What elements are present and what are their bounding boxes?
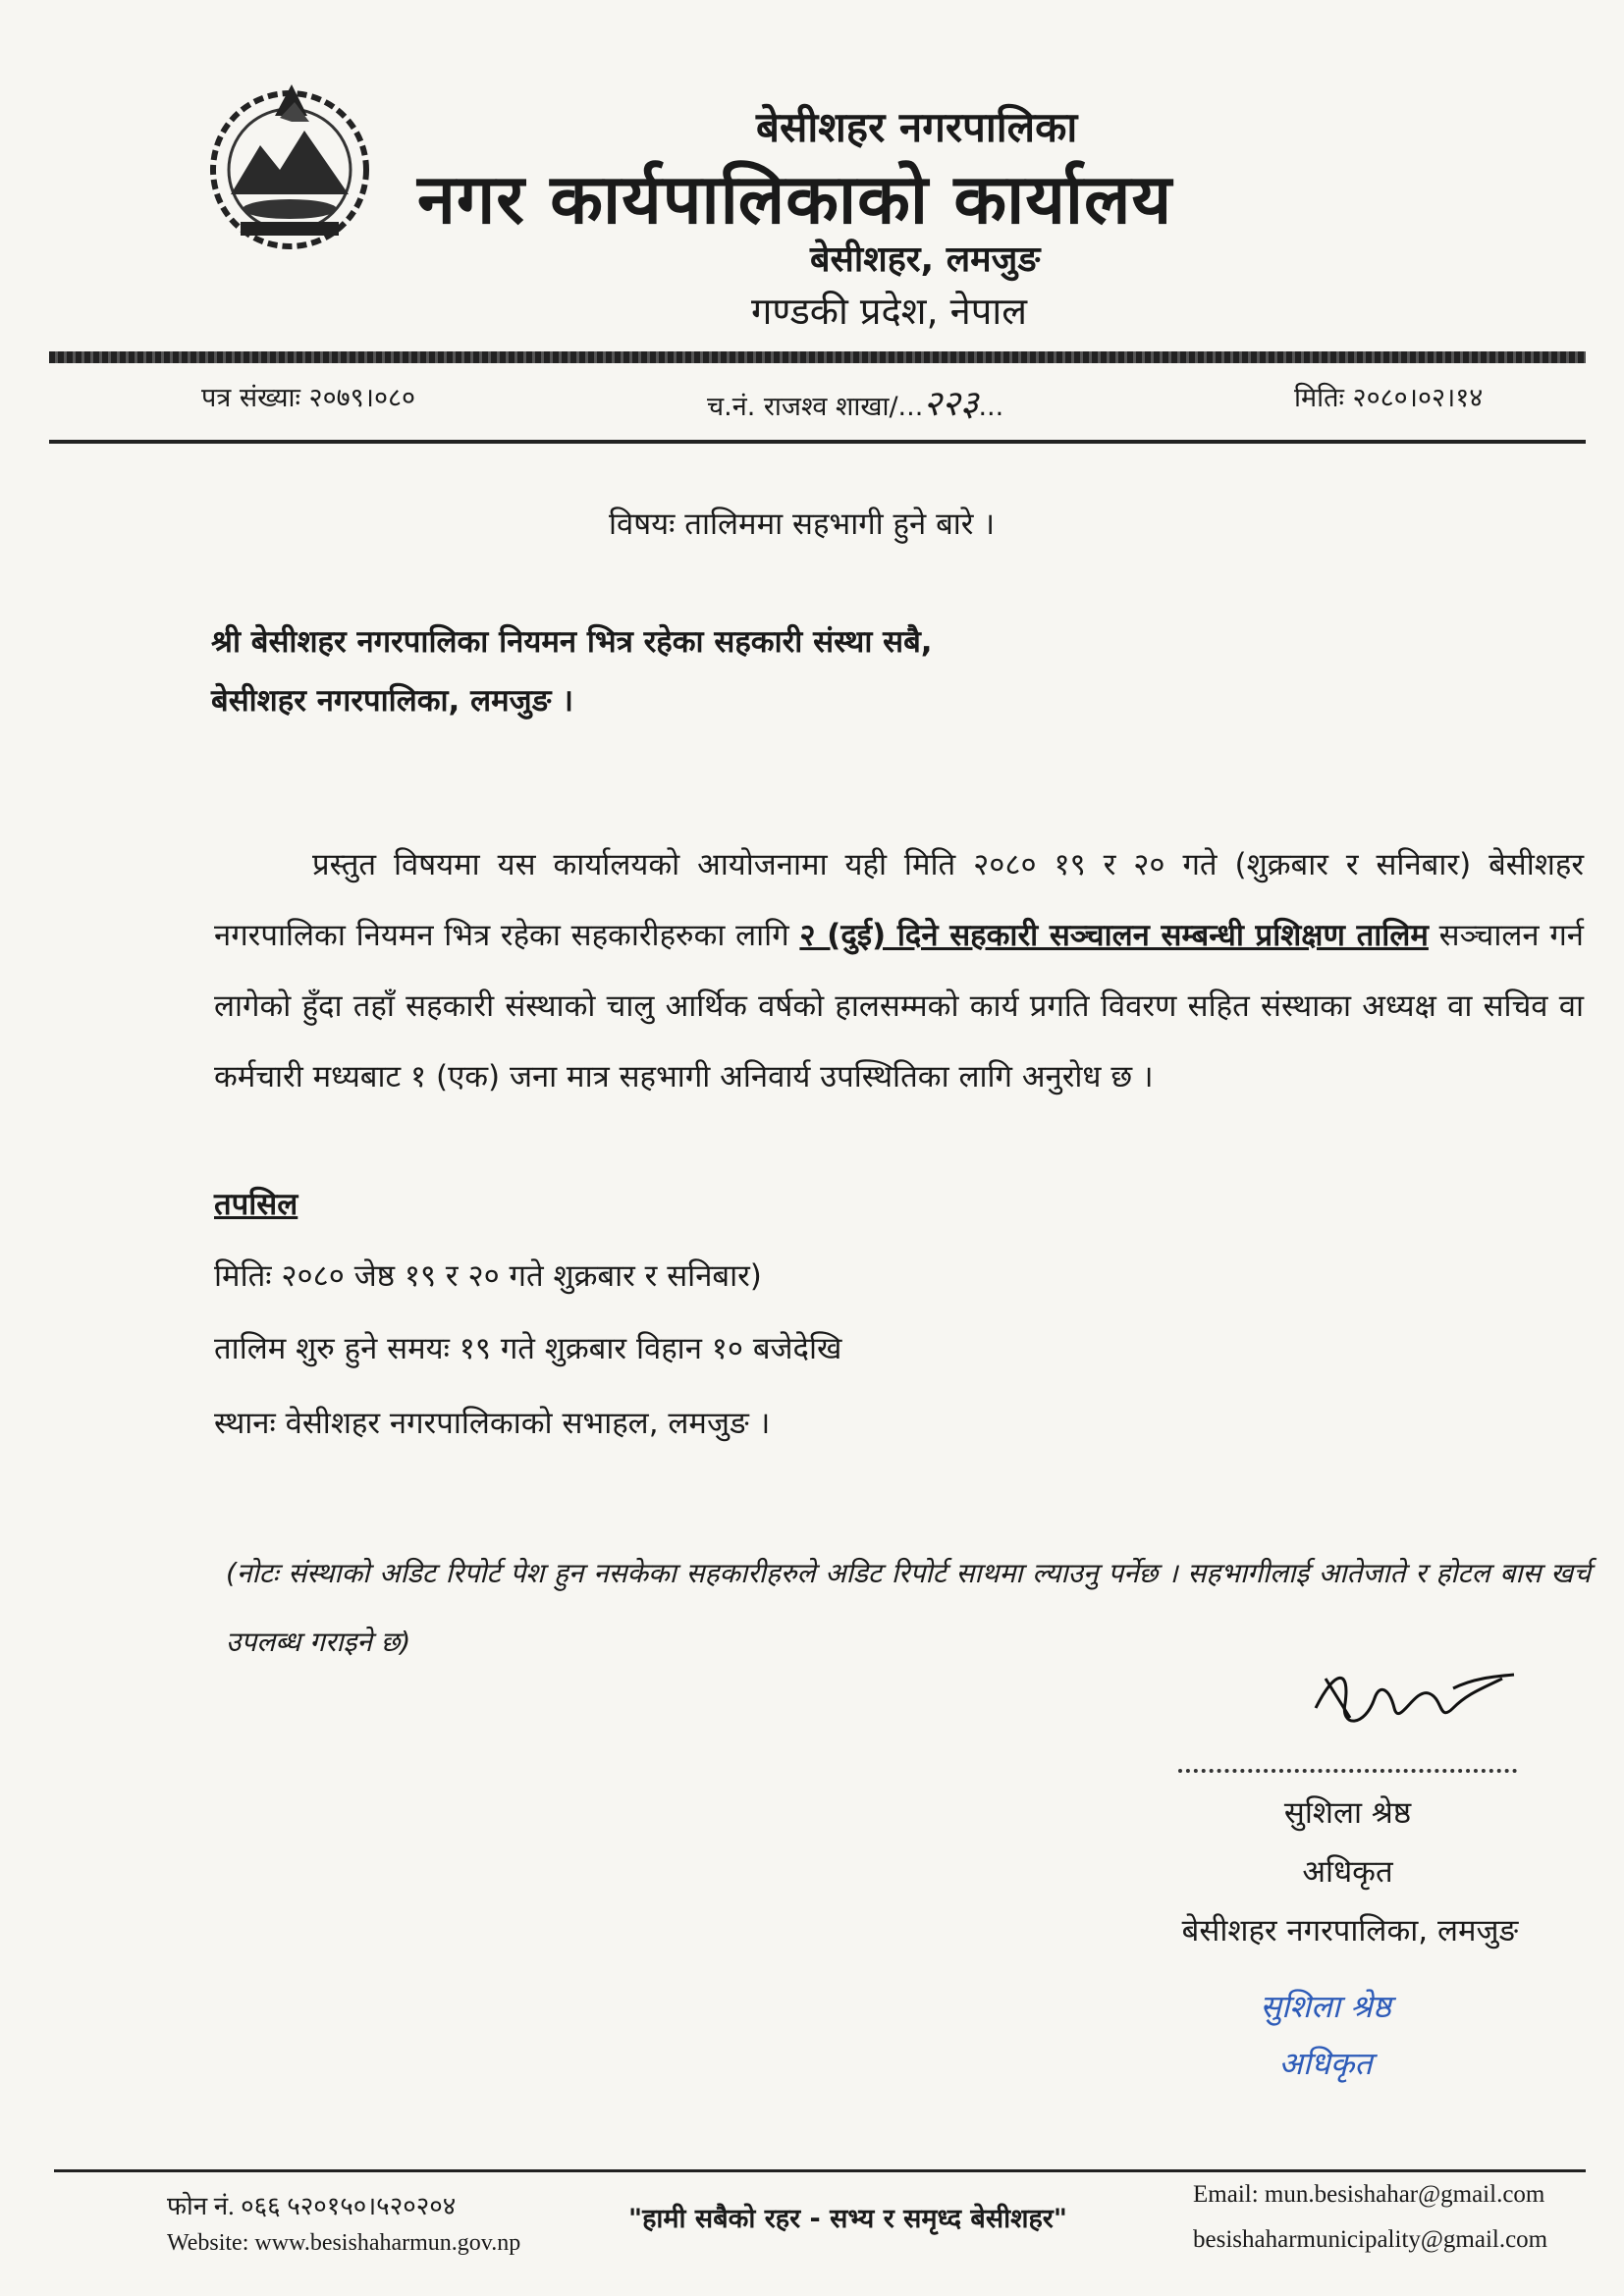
municipality-name: बेसीशहर नगरपालिका <box>756 103 1078 151</box>
addressee-line-1: श्री बेसीशहर नगरपालिका नियमन भित्र रहेका सहकारी संस्था सबै, <box>211 624 933 660</box>
dispatch-handwritten-number: २२३ <box>923 384 979 424</box>
training-date: मितिः २०८० जेष्ठ १९ र २० गते शुक्रबार र सनिबार) <box>214 1258 762 1294</box>
stamp-name: सुशिला श्रेष्ठ <box>1260 1988 1391 2025</box>
footer-email-1: Email: mun.besishahar@gmail.com <box>1193 2181 1545 2208</box>
dispatch-number <box>707 378 1003 426</box>
note-text: (नोटः संस्थाको अडिट रिपोर्ट पेश हुन नसकेका सहकारीहरुले अडिट रिपोर्ट साथमा ल्याउनु पर्नेछ । सहभागीलाई आतेजाते र होटल बास खर्च उपलब्ध गराइने छ) <box>226 1557 1591 1658</box>
body-text-end: सञ्चालन गर्न लागेको हुँदा तहाँ सहकारी संस्थाको चालु आर्थिक वर्षको हालसम्मको कार्य प्रगति विवरण सहित संस्थाका अध्यक्ष वा सचिव वा कर्मचारी मध्यबाट १ (एक) जना मात्र सहभागी अनिवार्य उपस्थितिका लागि अनुरोध छ । <box>214 918 1584 1095</box>
training-start-time: तालिम शुरु हुने समयः १९ गते शुक्रबार विहान १० बजेदेखि <box>214 1331 842 1366</box>
footer-slogan: "हामी सबैको रहर - सभ्य र समृध्द बेसीशहर" <box>628 2204 1067 2234</box>
training-title: २ (दुई) दिने सहकारी सञ्चालन सम्बन्धी प्रशिक्षण तालिम <box>799 918 1429 953</box>
stamp-title: अधिकृत <box>1278 2045 1373 2082</box>
addressee-line-2: बेसीशहर नगरपालिका, लमजुङ । <box>211 683 573 719</box>
footer-divider <box>54 2169 1586 2172</box>
handwritten-signature <box>1306 1649 1522 1747</box>
dispatch-label: च.नं. राजश्व शाखा/ <box>707 392 898 422</box>
subject-line: विषयः तालिममा सहभागी हुने बारे । <box>609 507 996 542</box>
header-divider <box>49 351 1586 363</box>
reference-divider <box>49 440 1586 444</box>
details-heading: तपसिल <box>214 1187 298 1222</box>
dispatch-dots: ... <box>897 392 924 422</box>
footer-phone: फोन नं. ०६६ ५२०१५०।५२०२०४ <box>167 2192 457 2220</box>
signature-line <box>1178 1769 1517 1773</box>
letter-date: मितिः २०८०।०२।१४ <box>1294 383 1484 413</box>
signatory-title: अधिकृत <box>1302 1854 1393 1890</box>
footer-email-2: besishaharmunicipality@gmail.com <box>1193 2226 1548 2253</box>
dispatch-dots: ... <box>978 392 1004 422</box>
letter-number: पत्र संख्याः २०७९।०८० <box>201 383 416 413</box>
signatory-name: सुशिला श्रेष्ठ <box>1283 1795 1412 1831</box>
office-location: बेसीशहर, लमजुङ <box>810 240 1041 280</box>
training-venue: स्थानः वेसीशहर नगरपालिकाको सभाहल, लमजुङ । <box>214 1406 771 1441</box>
province-country: गण्डकी प्रदेश, नेपाल <box>751 290 1027 333</box>
letter-body <box>214 829 1584 1112</box>
office-title: नगर कार्यपालिकाको कार्यालय <box>417 159 1173 240</box>
signatory-organization: बेसीशहर नगरपालिका, लमजुङ <box>1181 1913 1519 1949</box>
nepal-emblem-icon <box>201 77 378 253</box>
footer-website: Website: www.besishaharmun.gov.np <box>167 2230 521 2256</box>
body-text-start: प्रस्तुत विषयमा यस कार्यालयको आयोजनामा यही मिति २०८० १९ र २० गते (शुक्रबार र सनिबार) बेसीशहर नगरपालिका नियमन भित्र रहेका सहकारीहरुका लागि <box>214 847 1584 953</box>
